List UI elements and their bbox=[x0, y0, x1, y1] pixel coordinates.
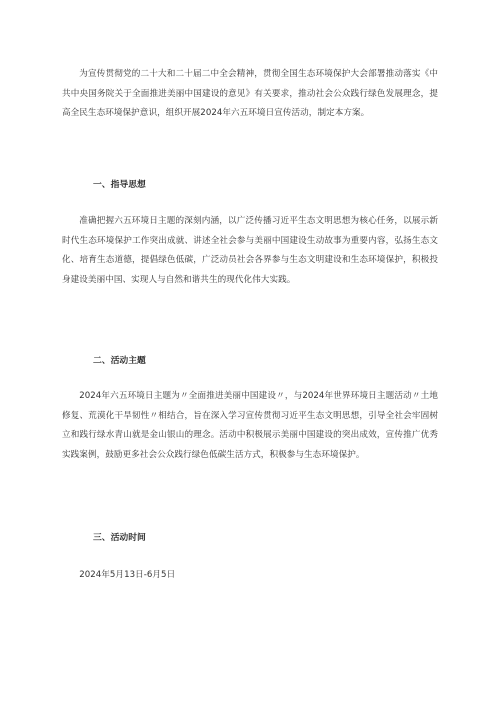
section-body-activity-time: 2024年5月13日-6月5日 bbox=[79, 570, 176, 580]
section-heading-guiding-ideology: 一、指导思想 bbox=[93, 180, 146, 190]
section-body-guiding-ideology: 准确把握六五环境日主题的深刻内涵，以广泛传播习近平生态文明思想为核心任务，以展示新时代生态环境保护工作突出成就、讲述全社会参与美丽中国建设生动故事为重要内容，弘扬生态文化、培育生态道德，提倡绿色低碳，广泛动员社会各界参与生态文明建设和生态环境保护，积极投身建设美丽中国、实现人与自然和谐共生的现代化伟大实践。 bbox=[62, 216, 438, 285]
section-heading-activity-theme: 二、活动主题 bbox=[93, 356, 146, 366]
section-body-activity-theme: 2024年六五环境日主题为〃全面推进美丽中国建设〃，与2024年世界环境日主题活动〃土地修复、荒漠化干旱韧性〃相结合，旨在深入学习宣传贯彻习近平生态文明思想，引导全社会牢固树立和践行绿水青山就是金山银山的理念。活动中积极展示美丽中国建设的突出成效，宣传推广优秀实践案例，鼓励更多社会公众践行绿色低碳生活方式，积极参与生态环境保护。 bbox=[62, 391, 438, 460]
section-heading-activity-time: 三、活动时间 bbox=[93, 533, 146, 543]
intro-paragraph: 为宣传贯彻党的二十大和二十届二中全会精神，贯彻全国生态环境保护大会部署推动落实《中共中央国务院关于全面推进美丽中国建设的意见》有关要求，推动社会公众践行绿色发展理念，提高全民生态环境保护意识，组织开展2024年六五环境日宣传活动，制定本方案。 bbox=[62, 69, 438, 119]
